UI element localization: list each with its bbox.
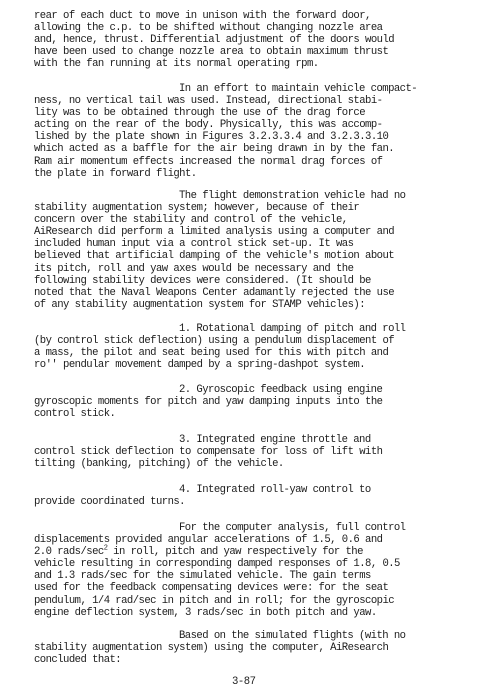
list-item-1-rotational-damping (34, 323, 474, 371)
text-line: ro'' pendular movement damped by a spring-dashpot system. (34, 359, 366, 372)
text-line: gyroscopic moments for pitch and yaw damping inputs into the (34, 396, 383, 409)
list-item-2-gyroscopic-feedback (34, 384, 474, 420)
text-line: control stick deflection to compensate for loss of lift with (34, 446, 383, 459)
page-number: 3-87 (232, 676, 256, 688)
text-line: engine deflection system, 3 rads/sec in both pitch and yaw. (34, 606, 377, 619)
text-line: tilting (banking, pitching) of the vehicle. (34, 458, 284, 471)
text-line: ness, no vertical tail was used. Instead, directional stabi- (34, 95, 383, 108)
list-item-4-roll-yaw-control (34, 484, 474, 508)
paragraph-stability-augmentation (34, 190, 474, 311)
text-line: and 1.3 rads/sec for the simulated vehicle. The gain terms (34, 570, 371, 583)
text-line: concern over the stability and control of the vehicle, (34, 214, 348, 227)
text-line: acting on the rear of the body. Physically, this was accomp- (34, 119, 383, 132)
text-span: The flight demonstration vehicle had no (179, 190, 406, 202)
text-line: lished by the plate shown in Figures 3.2.3.3.4 and 3.2.3.3.10 (34, 131, 389, 144)
text-line (34, 434, 474, 446)
paragraph-vertical-tail (34, 83, 474, 180)
text-line: noted that the Naval Weapons Center adamantly rejected the use (34, 286, 395, 299)
text-line: its pitch, roll and yaw axes would be necessary and the (34, 262, 354, 275)
text-line: the plate in forward flight. (34, 167, 197, 180)
text-line: rear of each duct to move in unison with the forward door, (34, 10, 371, 22)
text-line (34, 384, 474, 396)
text-line: which acted as a baffle for the air being drawn in by the fan. (34, 143, 395, 156)
text-line: stability augmentation system; however, because of their (34, 202, 360, 215)
text-span: In an effort to maintain vehicle compact- (179, 83, 418, 95)
text-span: 2.0 rads/sec (34, 546, 104, 559)
list-item-3-integrated-throttle (34, 434, 474, 470)
text-line: stability augmentation system) using the computer, AiResearch (34, 642, 389, 655)
text-line (34, 484, 474, 496)
text-line: (by control stick deflection) using a pendulum displacement of (34, 335, 395, 348)
text-line: included human input via a control stick set-up. It was (34, 238, 354, 251)
text-line (34, 83, 474, 95)
paragraph-nozzle-doors (34, 10, 474, 70)
text-line: allowing the c.p. to be shifted without changing nozzle area (34, 22, 383, 35)
text-line: used for the feedback compensating devices were: for the seat (34, 582, 389, 595)
text-line: following stability devices were considered. (It should be (34, 274, 371, 287)
text-span: 4. Integrated roll-yaw control to (179, 484, 371, 496)
text-span: 1. Rotational damping of pitch and roll (179, 323, 406, 335)
text-line (34, 546, 474, 558)
text-span: Based on the simulated flights (with no (179, 630, 406, 642)
text-line: lity was to be obtained through the use of the drag force (34, 107, 366, 120)
text-line: Ram air momentum effects increased the normal drag forces of (34, 155, 383, 168)
text-line: with the fan running at its normal operating rpm. (34, 58, 319, 71)
text-line (34, 630, 474, 642)
text-line: of any stability augmentation system for STAMP vehicles): (34, 298, 366, 311)
text-line: and, hence, thrust. Differential adjustment of the doors would (34, 34, 395, 47)
text-line: displacements provided angular accelerations of 1.5, 0.6 and (34, 534, 383, 547)
text-line: concluded that: (34, 654, 122, 667)
text-line: control stick. (34, 408, 116, 421)
text-line: pendulum, 1/4 rad/sec in pitch and in roll; for the gyroscopic (34, 594, 395, 607)
text-line: vehicle resulting in corresponding damped responses of 1.8, 0.5 (34, 558, 400, 571)
text-line: have been used to change nozzle area to obtain maximum thrust (34, 46, 389, 59)
paragraph-conclusion (34, 630, 474, 666)
text-span: For the computer analysis, full control (179, 522, 406, 534)
text-span: 3. Integrated engine throttle and (179, 434, 371, 446)
text-line (34, 522, 474, 534)
text-line (34, 190, 474, 202)
text-line: AiResearch did perform a limited analysis using a computer and (34, 226, 395, 239)
superscript: 2 (103, 544, 108, 553)
paragraph-computer-analysis (34, 522, 474, 619)
text-line (34, 323, 474, 335)
text-line: provide coordinated turns. (34, 496, 185, 509)
text-line: a mass, the pilot and seat being used for this with pitch and (34, 347, 389, 360)
text-line: believed that artificial damping of the vehicle's motion about (34, 250, 395, 263)
text-span: in roll, pitch and yaw respectively for the (107, 546, 363, 559)
text-span: 2. Gyroscopic feedback using engine (179, 384, 383, 396)
